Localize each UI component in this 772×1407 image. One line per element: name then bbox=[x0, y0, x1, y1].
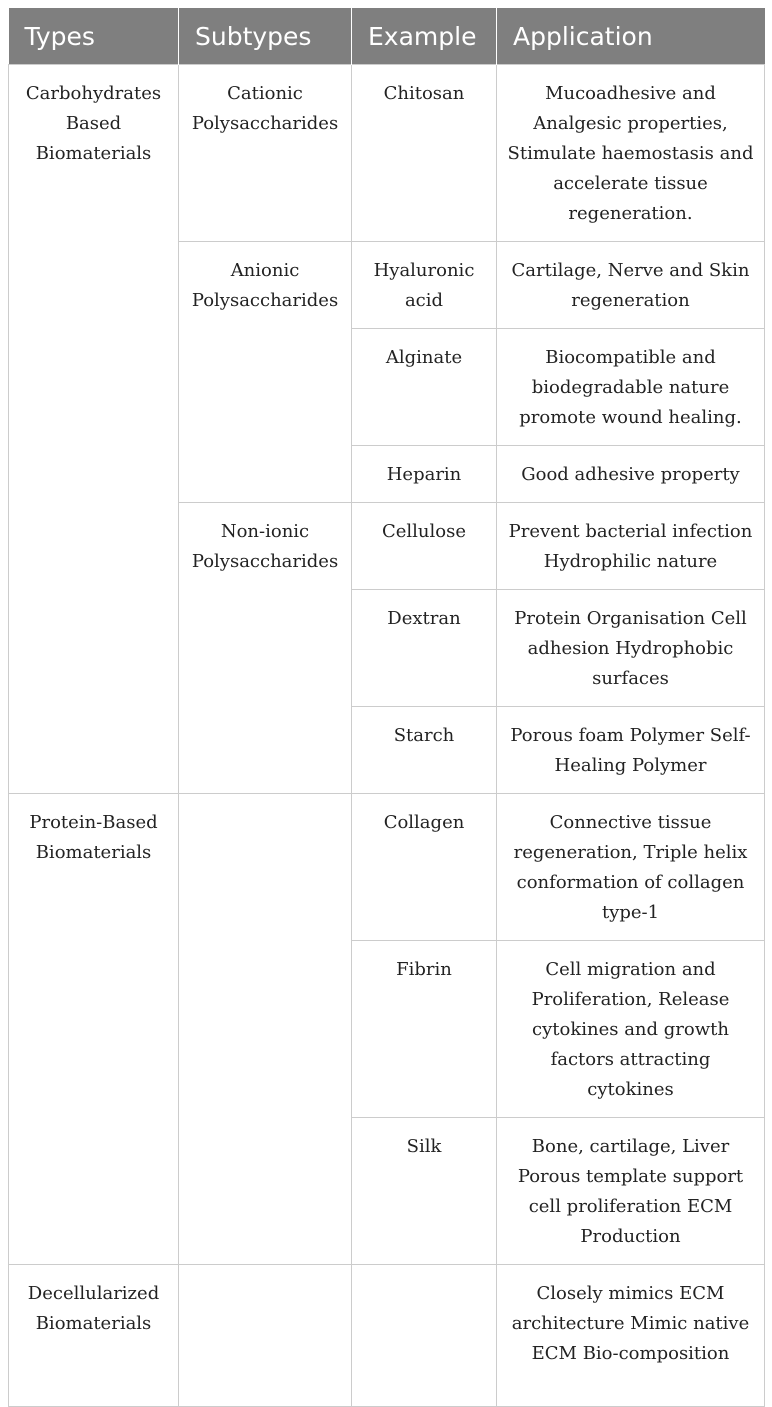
header-example: Example bbox=[352, 8, 497, 65]
table-row bbox=[9, 794, 765, 941]
application-cell: Protein Organisation Cell adhesion Hydrophobic surfaces bbox=[497, 590, 765, 707]
example-cell: Dextran bbox=[352, 590, 497, 707]
application-cell: Connective tissue regeneration, Triple helix conformation of collagen type-1 bbox=[497, 794, 765, 941]
example-cell bbox=[352, 1265, 497, 1407]
subtype-cell: Cationic Polysaccharides bbox=[179, 65, 352, 242]
table-row bbox=[9, 1265, 765, 1407]
example-cell: Starch bbox=[352, 707, 497, 794]
header-types: Types bbox=[9, 8, 179, 65]
example-cell: Heparin bbox=[352, 446, 497, 503]
example-cell: Chitosan bbox=[352, 65, 497, 242]
example-cell: Silk bbox=[352, 1118, 497, 1265]
subtype-cell: Non-ionic Polysaccharides bbox=[179, 503, 352, 794]
example-cell: Hyaluronic acid bbox=[352, 242, 497, 329]
type-cell: Decellularized Biomaterials bbox=[9, 1265, 179, 1407]
application-cell: Cartilage, Nerve and Skin regeneration bbox=[497, 242, 765, 329]
header-row bbox=[9, 8, 765, 65]
application-cell: Good adhesive property bbox=[497, 446, 765, 503]
example-cell: Cellulose bbox=[352, 503, 497, 590]
subtype-cell bbox=[179, 794, 352, 1265]
subtype-cell bbox=[179, 1265, 352, 1407]
application-cell: Prevent bacterial infection Hydrophilic nature bbox=[497, 503, 765, 590]
application-cell: Closely mimics ECM architecture Mimic native ECM Bio-composition bbox=[497, 1265, 765, 1407]
application-cell: Cell migration and Proliferation, Release cytokines and growth factors attracting cytokines bbox=[497, 941, 765, 1118]
biomaterials-table bbox=[8, 8, 765, 1407]
header-application: Application bbox=[497, 8, 765, 65]
type-cell: Protein-Based Biomaterials bbox=[9, 794, 179, 1265]
type-cell: Carbohydrates Based Biomaterials bbox=[9, 65, 179, 794]
application-cell: Biocompatible and biodegradable nature promote wound healing. bbox=[497, 329, 765, 446]
subtype-cell: Anionic Polysaccharides bbox=[179, 242, 352, 503]
example-cell: Collagen bbox=[352, 794, 497, 941]
example-cell: Fibrin bbox=[352, 941, 497, 1118]
header-subtypes: Subtypes bbox=[179, 8, 352, 65]
application-cell: Porous foam Polymer Self-Healing Polymer bbox=[497, 707, 765, 794]
application-cell: Mucoadhesive and Analgesic properties, Stimulate haemostasis and accelerate tissue regeneration. bbox=[497, 65, 765, 242]
application-cell: Bone, cartilage, Liver Porous template support cell proliferation ECM Production bbox=[497, 1118, 765, 1265]
table-row bbox=[9, 65, 765, 242]
example-cell: Alginate bbox=[352, 329, 497, 446]
